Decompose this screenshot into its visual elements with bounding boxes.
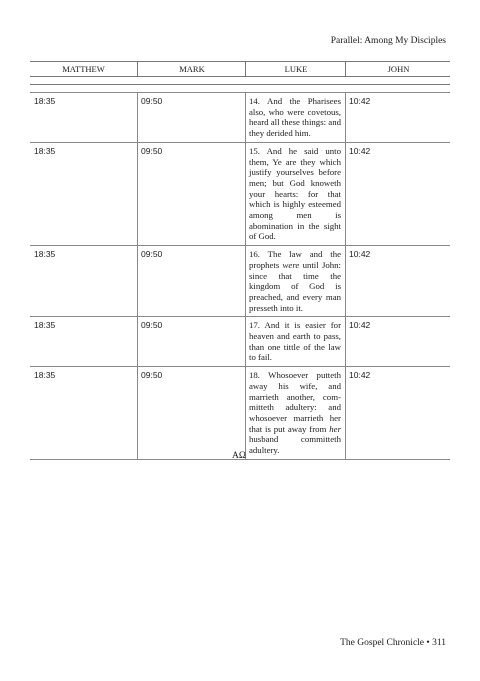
mark-ref: 09:50 — [141, 96, 163, 106]
column-divider — [137, 143, 138, 245]
luke-verse-text: 18. Whosoever putteth away his wife, and marrieth another, committeth adultery: and whosoever marrieth her that is put away from her husband committeth adultery. — [249, 370, 341, 456]
john-ref: 10:42 — [349, 96, 371, 106]
running-header: Parallel: Among My Disciples — [330, 36, 446, 46]
mark-ref: 09:50 — [141, 370, 163, 381]
table-row — [30, 246, 450, 317]
column-header-luke: LUKE — [245, 62, 346, 76]
matthew-ref: 18:35 — [34, 96, 56, 106]
header-divider — [30, 84, 450, 85]
matthew-ref: 18:35 — [34, 145, 56, 156]
mark-ref: 09:50 — [141, 249, 163, 260]
column-header-mark: MARK — [137, 62, 246, 76]
table-header — [30, 61, 450, 77]
column-divider — [345, 143, 346, 245]
table-row — [30, 143, 450, 246]
john-ref: 10:42 — [349, 370, 371, 381]
verse-table — [30, 92, 450, 460]
column-divider — [345, 246, 346, 316]
john-ref: 10:42 — [349, 249, 371, 260]
mark-ref: 09:50 — [141, 320, 163, 331]
luke-verse-text: 17. And it is easier for heaven and earth to pass, than one tittle of the law to fail. — [249, 320, 341, 363]
alpha-omega-mark: ΑΩ — [232, 451, 246, 461]
column-divider — [345, 367, 346, 459]
luke-verse-text: 16. The law and the prophets were until John: since that time the kingdom of God is preached, and every man presseth into it. — [249, 249, 342, 313]
mark-ref: 09:50 — [141, 145, 163, 156]
column-divider — [345, 93, 346, 142]
column-header-john: JOHN — [345, 62, 451, 76]
column-divider — [137, 246, 138, 316]
john-ref: 10:42 — [349, 320, 371, 331]
matthew-ref: 18:35 — [34, 249, 56, 260]
page-footer: The Gospel Chronicle • 311 — [340, 638, 446, 648]
column-divider — [345, 317, 346, 366]
table-row — [30, 93, 450, 143]
column-divider — [137, 317, 138, 366]
column-divider — [137, 367, 138, 459]
table-row — [30, 317, 450, 367]
column-divider — [137, 93, 138, 142]
luke-verse-text: 14. And the Pharisees also, who were covetous, heard all these things: and they derided him. — [249, 96, 341, 139]
luke-verse-text: 15. And he said unto them, Ye are they which justify yourselves before men; but God knoweth your hearts: for that which is highly esteemed among men is abomination in the sight of God. — [249, 145, 341, 242]
matthew-ref: 18:35 — [34, 320, 56, 331]
table-row — [30, 367, 450, 460]
john-ref: 10:42 — [349, 145, 371, 156]
column-header-matthew: MATTHEW — [62, 64, 105, 74]
matthew-ref: 18:35 — [34, 370, 56, 381]
